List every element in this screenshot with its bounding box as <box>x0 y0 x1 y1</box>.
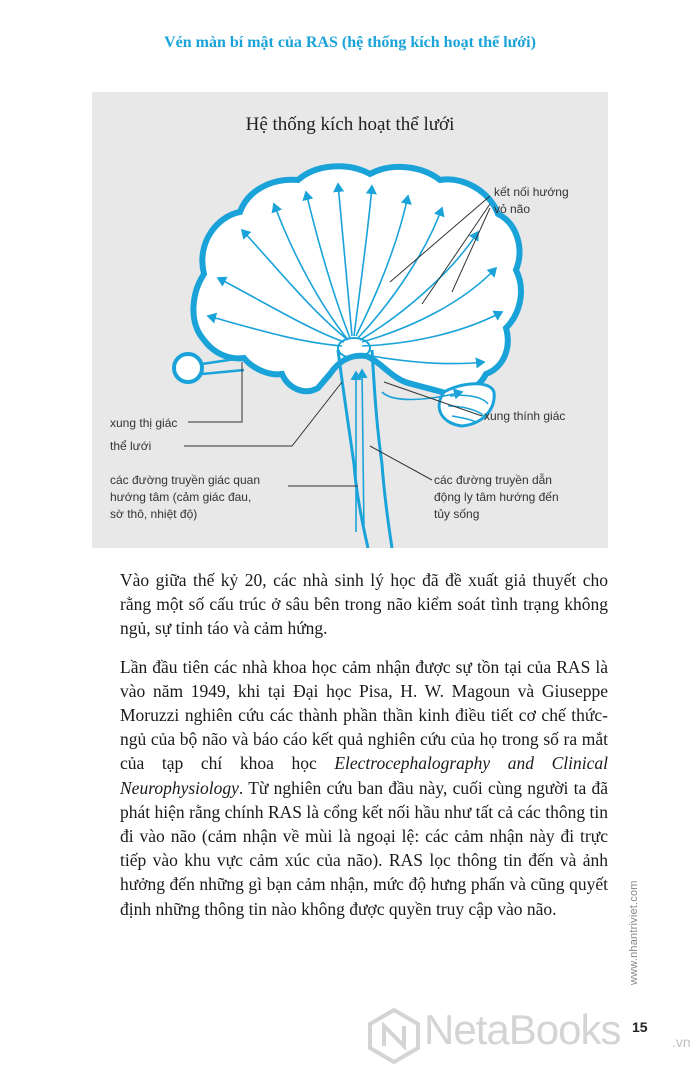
journal-title: Electrocephalography and Clinical Neurophysiology <box>120 753 608 798</box>
label-optic-impulses: xung thị giác <box>110 416 178 430</box>
brain-outline <box>193 166 521 394</box>
eye <box>174 354 202 382</box>
watermark-text: NetaBooks <box>424 1006 621 1053</box>
paragraph-2-part-2: . Từ nghiên cứu ban đầu này, cuối cùng người ta đã phát hiện rằng chính RAS là cổng kết nối hầu như tất cả các thông tin đi vào não (cảm nhận về mùi là ngoại lệ: các cảm nhận này đi trực tiếp vào khu vực cảm xúc của não). RAS lọc thông tin đến và ảnh hưởng đến những gì bạn cảm nhận, mức độ hưng phấn và cũng quyết định những thông tin nào không được quyền truy cập vào não. <box>120 777 608 919</box>
watermark <box>362 1000 700 1070</box>
ras-diagram <box>92 92 608 548</box>
paragraph-1: Vào giữa thế kỷ 20, các nhà sinh lý học đã đề xuất giả thuyết cho rằng một số cấu trúc ở sâu bên trong não kiểm soát tình trạng không ngủ, sự tỉnh táo và cảm hứng. <box>120 570 608 639</box>
label-afferent-pathways: các đường truyền giác quan hướng tâm (cảm giác đau, sờ thô, nhiệt độ) <box>110 473 260 521</box>
watermark-logo-icon <box>366 1008 422 1064</box>
page-number: 15 <box>632 1019 648 1035</box>
watermark-suffix: .vn <box>672 1034 691 1050</box>
paragraph-2 <box>120 655 608 921</box>
label-cortex-connections: kết nối hướng vỏ não <box>494 185 569 216</box>
running-header: Vén màn bí mật của RAS (hệ thống kích hoạt thể lưới) <box>164 34 536 51</box>
body-text <box>120 568 608 921</box>
label-descending-pathways: các đường truyền dẫn động ly tâm hướng đến tủy sống <box>434 473 559 521</box>
label-auditory-impulses: xung thính giác <box>484 409 566 423</box>
brainstem <box>338 350 392 548</box>
paragraph-2-part-1: Lần đầu tiên các nhà khoa học cảm nhận được sự tồn tại của RAS là vào năm 1949, khi tại Đại học Pisa, H. W. Magoun và Giuseppe Moruzzi nghiên cứu các thành phần thần kinh điều tiết cơ chế thức-ngủ của bộ não và báo cáo kết quả nghiên cứu của họ trong số ra mắt của tạp chí khoa học <box>120 656 608 774</box>
label-reticular-formation: thể lưới <box>110 439 152 453</box>
publisher-url: www.nhantriviet.com <box>628 880 640 985</box>
figure-title: Hệ thống kích hoạt thể lưới <box>245 114 455 135</box>
